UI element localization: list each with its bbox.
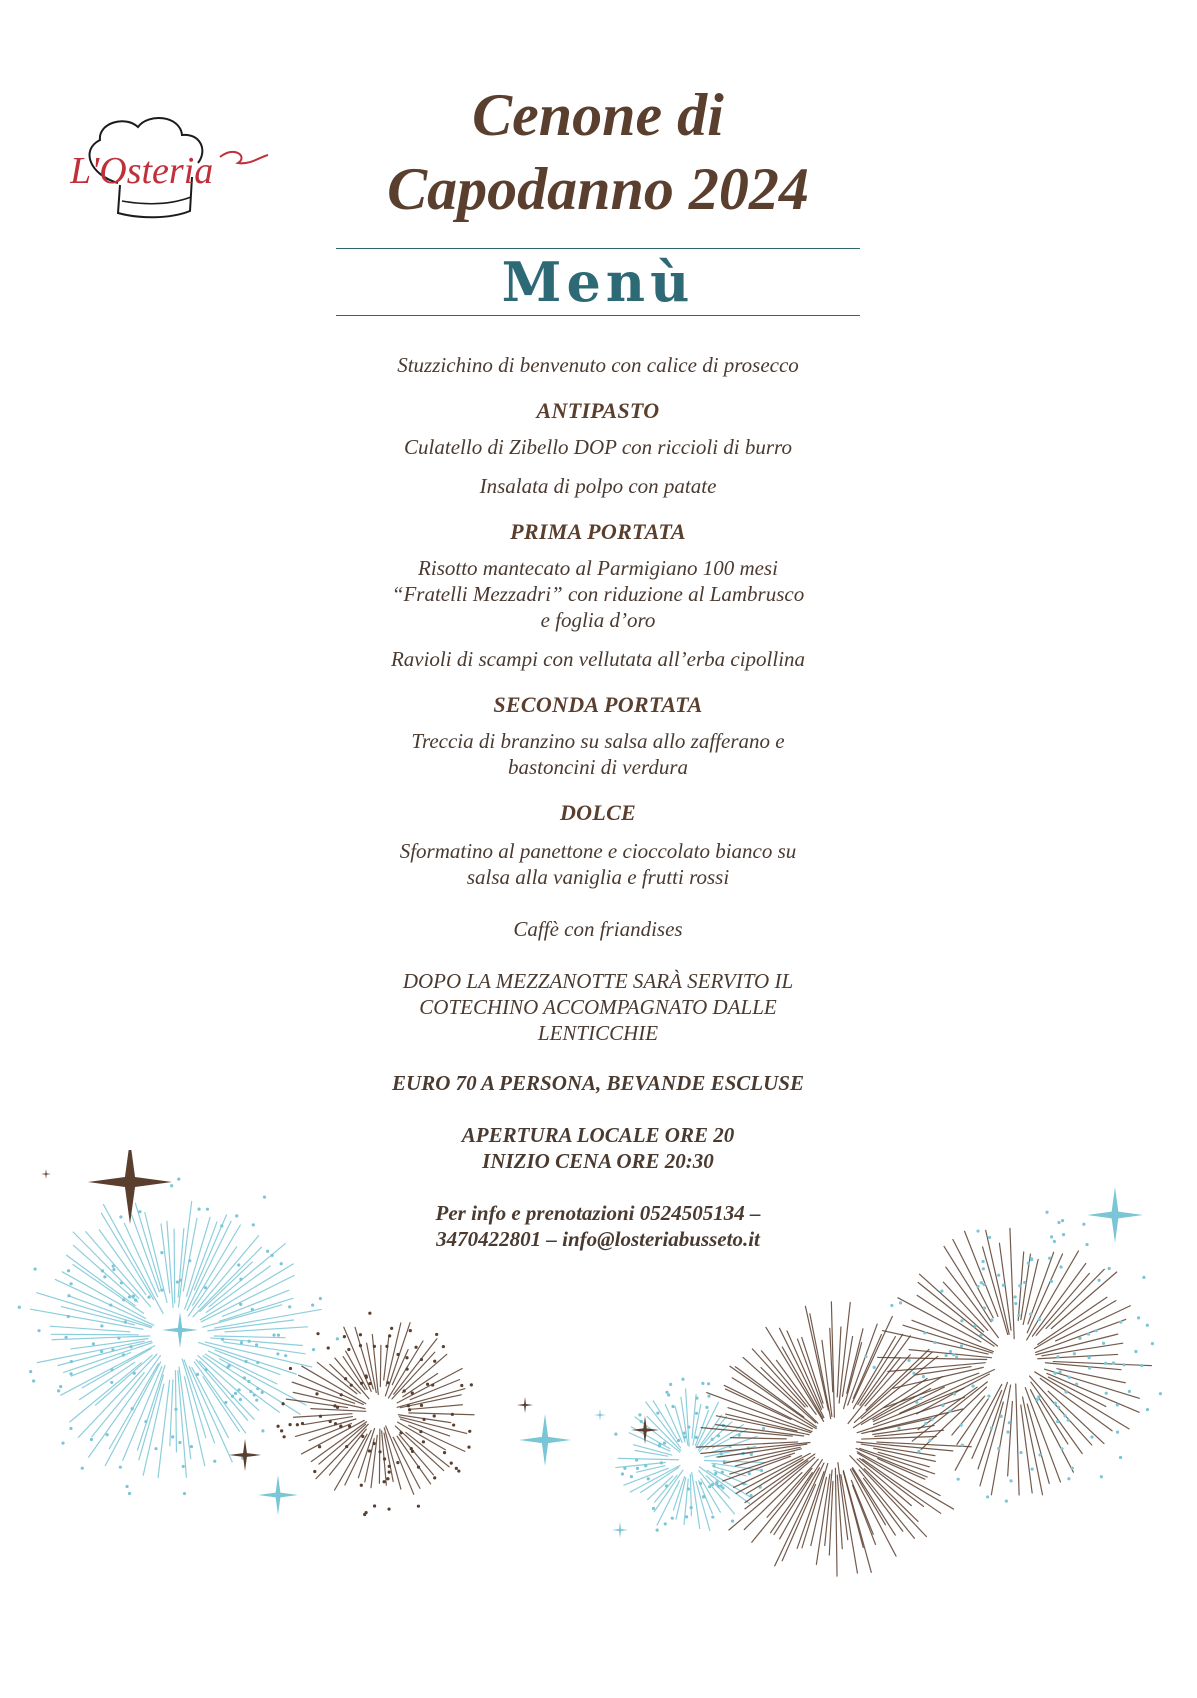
contact-line-2: 3470422801 – info@losteriabusseto.it <box>436 1227 760 1251</box>
prima-item-1-line-2: “Fratelli Mezzadri” con riduzione al Lambrusco <box>391 582 805 606</box>
midnight-line-2: COTECHINO ACCOMPAGNATO DALLE <box>419 995 777 1019</box>
midnight-line-3: LENTICCHIE <box>537 1021 659 1045</box>
section-antipasto: ANTIPASTO <box>536 398 660 423</box>
menu-header <box>336 78 860 316</box>
antipasto-item-2: Insalata di polpo con patate <box>479 474 717 498</box>
welcome-line: Stuzzichino di benvenuto con calice di prosecco <box>397 353 799 377</box>
firework-blue-large <box>18 1178 339 1496</box>
hours-line-1: APERTURA LOCALE ORE 20 <box>461 1123 735 1147</box>
star-brown-small-1 <box>229 1439 261 1471</box>
chef-hat-logo-icon <box>70 95 270 225</box>
hours-line-2: INIZIO CENA ORE 20:30 <box>482 1149 714 1173</box>
title-line-2: Capodanno 2024 <box>387 156 809 222</box>
antipasto-item-1: Culatello di Zibello DOP con riccioli di burro <box>404 435 792 459</box>
firework-brown-dotted <box>276 1312 474 1516</box>
prima-item-1-line-3: e foglia d’oro <box>540 608 656 632</box>
star-blue-bottom-1 <box>258 1475 298 1515</box>
contact-line-1: Per info e prenotazioni 0524505134 – <box>435 1201 761 1225</box>
title-line-1: Cenone di <box>472 82 724 148</box>
divider-bottom <box>336 315 860 316</box>
prima-item-1-line-1: Risotto mantecato al Parmigiano 100 mesi <box>418 556 778 580</box>
section-dolce: DOLCE <box>559 800 637 825</box>
star-blue-tiny <box>594 1409 606 1421</box>
prima-item-2: Ravioli di scampi con vellutata all’erba cipollina <box>390 647 806 671</box>
star-blue-bottom-2 <box>612 1522 628 1538</box>
midnight-line-1: DOPO LA MEZZANOTTE SARÀ SERVITO IL <box>402 969 794 993</box>
logo-text: L'Osteria <box>70 150 214 192</box>
star-brown-large <box>88 1150 172 1224</box>
firework-blue-small <box>614 1378 765 1532</box>
section-prima-portata: PRIMA PORTATA <box>510 519 686 544</box>
seconda-item-line-2: bastoncini di verdura <box>507 755 689 779</box>
osteria-logo <box>70 95 270 225</box>
star-blue-left <box>162 1312 198 1348</box>
fireworks-decoration <box>0 1150 1197 1698</box>
price-line: EURO 70 A PERSONA, BEVANDE ESCLUSE <box>392 1071 804 1095</box>
section-seconda-portata: SECONDA PORTATA <box>493 692 703 717</box>
star-brown-tiny-1 <box>41 1169 51 1179</box>
menu-content <box>336 352 860 1252</box>
caffe-line: Caffè con friandises <box>513 917 683 941</box>
dolce-item-line-2: salsa alla vaniglia e frutti rossi <box>466 865 730 889</box>
seconda-item-line-1: Treccia di branzino su salsa allo zafferano e <box>411 729 785 753</box>
star-blue-right <box>1087 1187 1143 1243</box>
dolce-item-line-1: Sformatino al panettone e cioccolato bianco su <box>399 839 797 863</box>
star-brown-small-2 <box>517 1397 533 1413</box>
menu-heading: Menù <box>501 250 695 314</box>
star-blue-mid <box>519 1414 571 1466</box>
